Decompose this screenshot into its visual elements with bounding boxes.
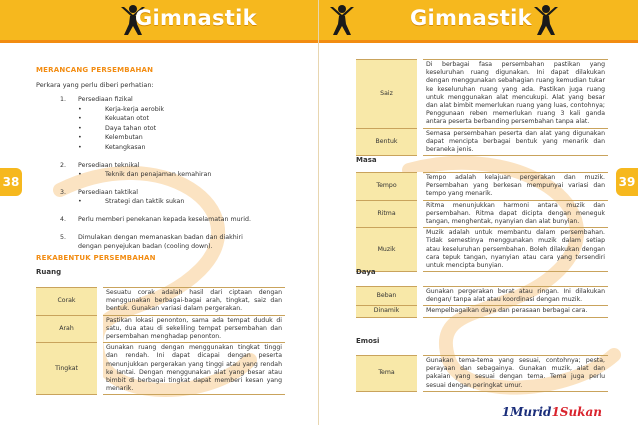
- list-item: [60, 161, 260, 180]
- page-number: 38: [0, 168, 22, 196]
- table-value: Gunakan pergerakan berat atau ringan. Ini dilakukan dengan/ tanpa alat atau koordinasi dengan muzik.: [420, 287, 608, 306]
- table-value: Mempelbagaikan daya dan perasaan berbagai cara.: [420, 306, 608, 317]
- page-title: Gimnastik: [410, 6, 532, 30]
- table-value: Ritma menunjukkan harmoni antara muzik dan persembahan. Ritma dapat dicipta dengan meneguk tangan, menghentak, nyanyian dan alat bunyian.: [420, 200, 608, 228]
- sub-item: • Teknik dan penajaman kemahiran: [78, 170, 260, 180]
- sub-item: • Strategi dan taktik sukan: [78, 197, 260, 207]
- table-key: Arah: [36, 315, 100, 343]
- table-row: [36, 288, 285, 316]
- table-row: [356, 287, 608, 306]
- table-key: Saiz: [356, 60, 420, 129]
- table-value: Di berbagai fasa persembahan pastikan yang keseluruhan ruang digunakan. Ini dapat dilakukan dengan menggunakan sebahagian ruang kemudian tukar ke keseluruhan ruang yang ada. Pastikan juga ruang untuk menggunakan alat mencukupi. Alat yang besar dan alat bimbit memerlukan ruang yang luas, contohnya; Penggunaan reben memerlukan ruang 3 kali ganda antara peserta berbanding persembahan tanpa alat.: [420, 60, 608, 129]
- table-value: Tempo adalah kelajuan pergerakan dan muzik. Persembahan yang berkesan mempunyai variasi dan tempo yang menarik.: [420, 173, 608, 201]
- section-heading-rekabentuk: REKABENTUK PERSEMBAHAN: [36, 254, 156, 262]
- table-key: Tema: [356, 356, 420, 392]
- sub-item: • Daya tahan otot: [78, 124, 260, 134]
- ruang-table-continued: [356, 59, 608, 156]
- table-row: [356, 60, 608, 129]
- table-row: [356, 356, 608, 392]
- item-text: Dimulakan dengan memanaskan badan dan diakhiri dengan penyejukan badan (cooling down).: [78, 233, 243, 251]
- list-item: [60, 95, 260, 153]
- section-heading-merancang: MERANCANG PERSEMBAHAN: [36, 66, 154, 74]
- brand-logo: 1Murid1Sukan: [501, 405, 602, 419]
- table-row: [36, 343, 285, 395]
- subheading-emosi: Emosi: [356, 337, 380, 345]
- table-key: Corak: [36, 288, 100, 316]
- table-row: [356, 228, 608, 272]
- table-value: Semasa persembahan peserta dan alat yang digunakan dapat mencipta berbagai bentuk yang menarik dan beraneka jenis.: [420, 128, 608, 156]
- emosi-table: [356, 355, 608, 392]
- table-row: [356, 306, 608, 317]
- table-key: Tingkat: [36, 343, 100, 395]
- subheading-ruang: Ruang: [36, 268, 62, 276]
- item-text: Persediaan taktikal: [78, 188, 138, 196]
- sub-item: • Kelembutan: [78, 133, 260, 143]
- list-item: [60, 215, 260, 225]
- table-key: Ritma: [356, 200, 420, 228]
- item-text: Perlu memberi penekanan kepada keselamatan murid.: [78, 215, 251, 223]
- right-page: [319, 0, 638, 425]
- page-number: 39: [616, 168, 638, 196]
- table-row: [36, 315, 285, 343]
- item-number: 3.: [60, 188, 67, 196]
- table-row: [356, 128, 608, 156]
- table-value: Gunakan tema-tema yang sesuai, contohnya; pesta, perayaan dan sebagainya. Gunakan muzik, alat dan pakaian yang sesuai dengan tema. Tema juga perlu sesuai dengan peringkat umur.: [420, 356, 608, 392]
- gymnast-logo-icon: [329, 4, 355, 36]
- table-row: [356, 200, 608, 228]
- sub-item: • Ketangkasan: [78, 143, 260, 153]
- item-number: 4.: [60, 215, 67, 223]
- item-number: 5.: [60, 233, 67, 241]
- gymnast-logo-icon: [533, 4, 559, 36]
- intro-text: Perkara yang perlu diberi perhatian:: [36, 81, 154, 89]
- sub-item: • Kekuatan otot: [78, 114, 260, 124]
- table-value: Muzik adalah untuk membantu dalam persembahan. Tidak semestinya menggunakan muzik dalam setiap atau keseluruhan persembahan. Boleh dilakukan dengan cara tepuk tangan, nyanyian atau cara yang tersendiri untuk mencipta bunyian.: [420, 228, 608, 272]
- table-key: Dinamik: [356, 306, 420, 317]
- item-text: Persediaan teknikal: [78, 161, 140, 169]
- table-value: Sesuatu corak adalah hasil dari ciptaan dengan menggunakan berbagai-bagai arah, tingkat, saiz dan bentuk. Gunakan variasi dalam pergerakan.: [100, 288, 285, 316]
- list-item: [60, 188, 260, 207]
- masa-table: [356, 172, 608, 272]
- item-number: 1.: [60, 96, 67, 103]
- subheading-masa: Masa: [356, 156, 377, 164]
- table-value: Gunakan ruang dengan menggunakan tingkat tinggi dan rendah. Ini dapat dicapai dengan peserta menunjukkan pergerakan yang tinggi atau yang rendah ke lantai. Dengan menggunakan alat yang besar atau bimbit di berbagai tingkat dapat memberi kesan yang menarik.: [100, 343, 285, 395]
- table-key: Muzik: [356, 228, 420, 272]
- table-key: Bentuk: [356, 128, 420, 156]
- table-row: [356, 173, 608, 201]
- ruang-table: [36, 287, 285, 395]
- page-title: Gimnastik: [135, 6, 257, 30]
- table-key: Beban: [356, 287, 420, 306]
- table-value: Pastikan lokasi penonton, sama ada tempat duduk di satu, dua atau di sekeliling tempat persembahan dan persembahan menghadap penonton.: [100, 315, 285, 343]
- subheading-daya: Daya: [356, 268, 376, 276]
- item-text: Persediaan fizikal: [78, 96, 133, 103]
- item-number: 2.: [60, 161, 67, 169]
- preparation-list: [60, 95, 260, 252]
- sub-item: • Kerja-kerja aerobik: [78, 105, 260, 115]
- header-stripe: [0, 40, 318, 43]
- list-item: [60, 233, 260, 252]
- table-key: Tempo: [356, 173, 420, 201]
- header-stripe: [319, 40, 638, 43]
- daya-table: [356, 286, 608, 318]
